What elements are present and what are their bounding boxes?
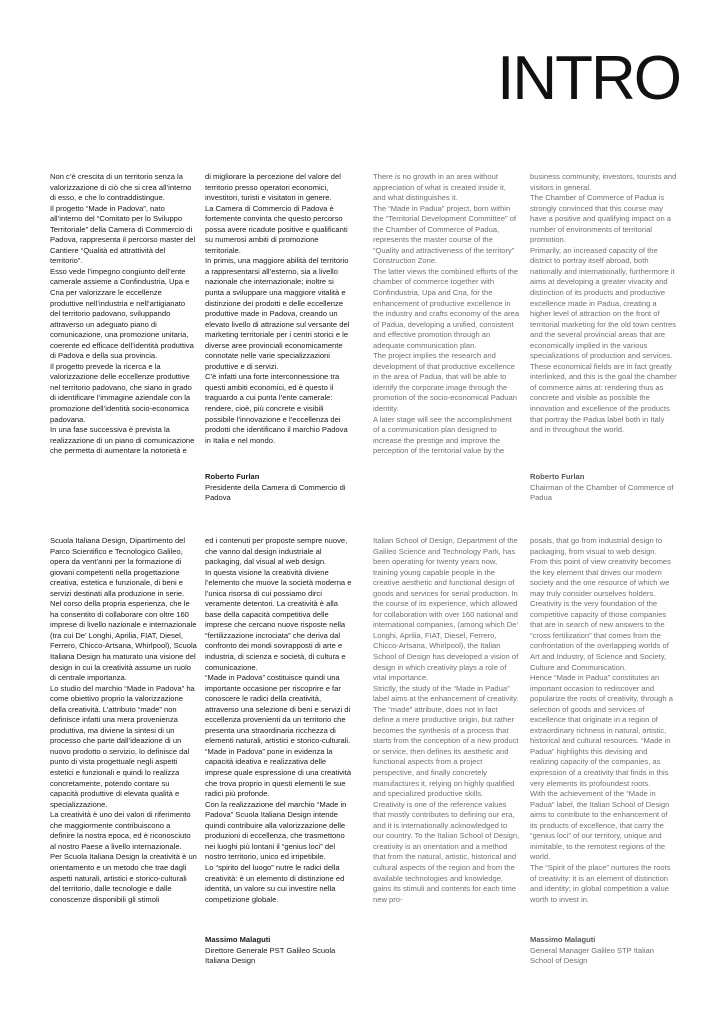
signature-role: General Manager Galileo STP Italian School of Design xyxy=(530,945,654,966)
paragraph: ed i contenuti per proposte sempre nuove, che vanno dal design industriale al packaging, dal visual al web design. xyxy=(205,536,348,567)
paragraph: A later stage will see the accomplishment of a communication plan designed to increase the prestige and improve the perception of the territorial value by the xyxy=(373,414,512,456)
school-english-column-1 xyxy=(373,536,520,905)
intro-english-column-2 xyxy=(530,172,677,436)
paragraph: Hence “Made in Padua” constitutes an important occasion to rediscover and popularize the roots of creativity, through a selection of goods and services of excellence that originate in a region of extraordinary richness in natural, artistic, historical and cultural resources. “Made in Padua” highlights this devising and realizing capacity of the companies, as expression of a creativity that finds in this very elements its profoundest roots. xyxy=(530,673,673,788)
paragraph: Scuola Italiana Design, Dipartimento del Parco Scientifico e Tecnologico Galileo, opera da vent’anni per la formazione di giovani competenti nella progettazione creativa, estetica e funzionale, di beni e servizi destinati alla produzione in serie. Nel corso della propria esperienza, che le ha consentito di collaborare con oltre 160 imprese di livello nazionale e internazionale (tra cui De’ Longhi, Aprilia, FIAT, Diesel, Ferrero, Chicco-Artsana, Whirlpool), Scuola Italiana Design ha maturato una visione del design in cui la creatività assume un ruolo di centrale importanza. xyxy=(50,536,197,683)
signature-name: Massimo Malaguti xyxy=(205,935,271,944)
paragraph: Il progetto prevede la ricerca e la valorizzazione delle eccellenze produttive nel territorio padovano, che siano in grado di identificare l’immagine aziendale con la promozione dell’identità socio-economica padovana. xyxy=(50,361,192,424)
signature-role: Presidente della Camera di Commercio di Padova xyxy=(205,482,346,503)
paragraph: Primarily, an increased capacity of the district to portray itself abroad, both nationally and internationally, furthermore it aims at developing a greater vivacity and distinction of its products and productive excellence made in Padua, creating a higher level of attraction on the front of territorial marketing for the old town centres and the several provincial areas that are economically implied in the various specializations of production and services. xyxy=(530,245,677,361)
signature-role: Chairman of the Chamber of Commerce of Padua xyxy=(530,482,674,503)
paragraph: These economical fields are in fact greatly interlinked, and this is the goal the chamber of commerce aims at: rendering thus as concrete and visible as possible the innovation and excellence of the products that portray the Padua label both in Italy and in throughout the world. xyxy=(530,361,677,435)
paragraph: In questa visione la creatività diviene l’elemento che muove la società moderna e l’unica risorsa di cui possiamo dirci veramente detentori. La creatività è alla base della capacità competitiva delle imprese che cercano nuove risposte nella “fertilizzazione incrociata” che deriva dal confronto dei mondi sovrapposti di arte e industria, di scienza e società, di cultura e comunicazione. xyxy=(205,567,352,672)
paragraph: Con la realizzazione del marchio “Made in Padova” Scuola Italiana Design intende quindi contribuire alla valorizzazione delle produzioni di eccellenza, che trasmettono nei luoghi più lontani il “genius loci” del nostro territorio, unico ed irripetibile. xyxy=(205,799,347,862)
paragraph: “Made in Padova” costituisce quindi una importante occasione per riscoprire e far conoscere le radici della creatività, attraverso una selezione di beni e servizi di eccellenza provenienti da un territorio che presenta una straordinaria ricchezza di elementi naturali, artistici e storico-culturali. “Made in Padova” pone in evidenza la capacità ideativa e realizzativa delle imprese quale espressione di una creatività che trova proprio in questi elementi le sue radici più profonde. xyxy=(205,673,352,799)
paragraph: Lo studio del marchio “Made in Padova” ha come obiettivo proprio la valorizzazione della creatività. L’attributo “made” non definisce infatti una mera provenienza produttiva, ma diviene la sintesi di un processo che parte dall’ideazione di un nuovo prodotto o servizio, lo definisce dal punto di vista progettuale negli aspetti estetici e funzionali e quindi lo realizza concretamente, potendo contare su capacità produttive di elevata qualità e specializzazione. xyxy=(50,683,195,809)
paragraph: In primis, una maggiore abilità del territorio a rappresentarsi all’esterno, sia a livello nazionale che internazionale; inoltre si punta a sviluppare una maggiore vitalità e distinzione dei prodotti e delle eccellenze produttive made in Padova, creando un elevato livello di attrazione sul versante del marketing territoriale per i centri storici e le diverse aree provinciali economicamente connotate nelle varie specializzazioni produttive e di servizi. xyxy=(205,256,350,371)
paragraph: Creativity is one of the reference values that mostly contributes to defining our era, and it is internationally acknowledged to our country. To the Italian School of Design, creativity is an orientation and a method that from the natural, artistic, historical and cultural aspects of the region and from the available technologies and knowledge, gains its stimuli and contents for each time new pro- xyxy=(373,799,520,904)
paragraph: There is no growth in an area without appreciation of what is created inside it, and what distinguishes it. xyxy=(373,172,506,203)
paragraph: business community, investors, tourists and visitors in general. xyxy=(530,172,677,192)
paragraph: Esso vede l’impegno congiunto dell’ente camerale assieme a Confindustria, Upa e Cna per valorizzare le eccellenze produttive nell’industria e nell’artigianato del territorio padovano, sviluppando attraverso un adeguato piano di comunicazione, una promozione unitaria, coerente ed efficace dell’identità produttiva di Padova e della sua provincia. xyxy=(50,266,194,361)
intro-italian-column-2 xyxy=(205,172,352,446)
paragraph: In una fase successiva è prevista la realizzazione di un piano di comunicazione che permetta di aumentare la notorietà e xyxy=(50,425,195,456)
paragraph: Strictly, the study of the “Made in Padua” label aims at the enhancement of creativity. The “made” attribute, does not in fact define a mere productive origin, but rather becomes the synthesis of a process that starts from the conception of a new product or service, then defines its aesthetic and functional aspects from a project perspective, and finally concretely manufactures it, relying on highly qualified and specialized productive skills. xyxy=(373,683,519,799)
signature-role: Direttore Generale PST Galileo Scuola Italiana Design xyxy=(205,945,336,966)
paragraph: Lo “spirito del luogo” nutre le radici della creatività: è un elemento di distinzione ed identità, un valore su cui investire nella competizione globale. xyxy=(205,862,345,904)
intro-english-column-1 xyxy=(373,172,520,457)
signature-name: Massimo Malaguti xyxy=(530,935,596,944)
paragraph: The Chamber of Commerce of Padua is strongly convinced that this course may have a positive and qualifying impact on a number of environments of territorial promotion. xyxy=(530,193,671,245)
paragraph: La creatività è uno dei valori di riferimento che maggiormente contribuiscono a definire la nostra epoca, ed è riconosciuto al nostro Paese a livello internazionale. xyxy=(50,810,191,851)
paragraph: Italian School of Design, Department of the Galileo Science and Technology Park, has been operating for twenty years now, training young capable people in the creative aesthetic and functional design of goods and services for serial production. In the course of its experience, which allowed for collaboration with over 160 national and international companies, (among which De’ Longhi, Aprilia, FIAT, Diesel, Ferrero, Chicco-Artsana, Whirlpool), the Italian School of Design has developed a vision of design in which creativity plays a role of vital importance. xyxy=(373,536,519,683)
signature-malaguti-italian xyxy=(205,935,352,967)
paragraph: The “Made in Padua” project, born within the “Territorial Development Committee” of the Chamber of Commerce of Padua, represents the master course of the “Quality and attractiveness of the territory” Construction Zone. xyxy=(373,203,517,266)
signature-name: Roberto Furlan xyxy=(530,472,585,481)
paragraph: Il progetto “Made in Padova”, nato all’interno del “Comitato per lo Sviluppo Territoriale” della Camera di Commercio di Padova, rappresenta il percorso master del Cantiere “Qualità ed attrattività del territorio”. xyxy=(50,203,196,266)
paragraph: With the achievement of the “Made in Padua” label, the Italian School of Design aims to contribute to the enhancement of its products of excellence, that carry the “genius loci” of our territory, unique and inimitable, to the remotest regions of the world. xyxy=(530,789,670,862)
signature-malaguti-english xyxy=(530,935,677,967)
paragraph: La Camera di Commercio di Padova è fortemente convinta che questo percorso possa avere ricadute positive e qualificanti su numerosi ambiti di promozione territoriale. xyxy=(205,203,348,255)
paragraph: Non c’è crescita di un territorio senza la valorizzazione di ciò che si crea all’interno di esso, e che lo contraddistingue. xyxy=(50,172,192,203)
paragraph: The latter views the combined efforts of the chamber of commerce together with Confindustria, Upa and Cna, for the enhancement of productive excellence in the industry and crafts economy of the area of Padua, developing a unified, consistent and effective promotion through an adequate communication plan. xyxy=(373,266,520,350)
school-italian-column-1 xyxy=(50,536,197,905)
signature-furlan-english xyxy=(530,472,677,504)
intro-italian-column-1 xyxy=(50,172,197,457)
school-italian-column-2 xyxy=(205,536,352,905)
school-english-column-2 xyxy=(530,536,677,905)
paragraph: di migliorare la percezione del valore del territorio presso operatori economici, investitori, turisti e visitatori in genere. xyxy=(205,172,341,203)
paragraph: Per Scuola Italiana Design la creatività è un orientamento e un metodo che trae dagli aspetti naturali, artistici e storico-culturali del territorio, dalle tecnologie e dalle conoscenze disponibili gli stimoli xyxy=(50,852,197,904)
paragraph: The project implies the research and development of that productive excellence in the area of Padua, that will be able to identify the corporate image through the promotion of the socio-economical Paduan identity. xyxy=(373,351,517,414)
paragraph: The “Spirit of the place” nurtures the roots of creativity: it is an element of distinction and identity; in global competition a value worth to invest in. xyxy=(530,862,671,904)
signature-furlan-italian xyxy=(205,472,352,504)
paragraph: C’è infatti una forte interconnessione tra questi ambiti economici, ed è questo il traguardo a cui punta l’ente camerale: rendere, cioè, più concrete e visibili possibile l’innovazione e l’eccellenza dei prodotti che identificano il marchio Padova in Italia e nel mondo. xyxy=(205,372,348,445)
signature-name: Roberto Furlan xyxy=(205,472,260,481)
page-title: INTRO xyxy=(497,44,680,113)
paragraph: posals, that go from industrial design to packaging, from visual to web design. xyxy=(530,536,663,556)
paragraph: From this point of view creativity becomes the key element that drives our modern society and the one resource of which we may truly consider ourselves holders. Creativity is the very foundation of the competitive capacity of those companies that are in search of new answers to the “cross fertilization” that comes from the confrontation of the overlapping worlds of Art and Industry, of Science and Society, Culture and Communication. xyxy=(530,557,671,672)
